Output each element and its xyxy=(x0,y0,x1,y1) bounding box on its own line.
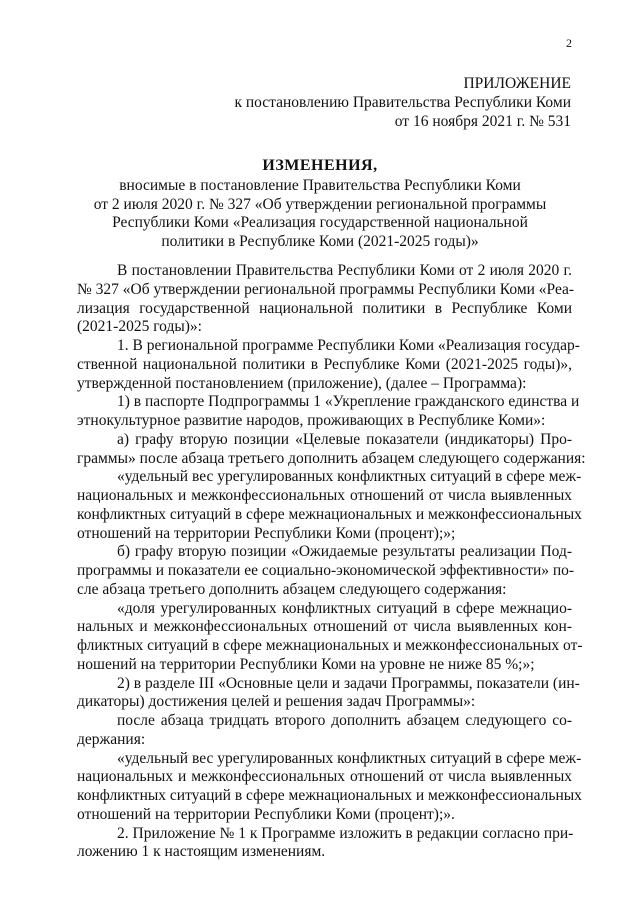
body-line: программы и показатели ее социально-экономической эффективности» по- xyxy=(77,562,575,579)
body-line: держания: xyxy=(77,730,146,748)
body-line: 2. Приложение № 1 к Программе изложить в редакции согласно при- xyxy=(117,824,574,842)
appendix-reference: к постановлению Правительства Республики Коми xyxy=(234,94,571,111)
body-line: после абзаца тридцать второго дополнить абзацем следующего со- xyxy=(117,712,572,729)
body-line: лизация государственной национальной политики в Республике Коми xyxy=(77,299,572,317)
body-line: ственной национальной политики в Республике Коми (2021-2025 годы)», xyxy=(77,355,572,373)
appendix-header xyxy=(191,74,571,131)
body-line: граммы» после абзаца третьего дополнить абзацем следующего содержания: xyxy=(77,449,586,467)
body-line: 1. В региональной программе Республики Коми «Реализация государ- xyxy=(117,337,580,354)
appendix-date-number: от 16 ноября 2021 г. № 531 xyxy=(394,113,571,130)
subtitle-line: политики в Республике Коми (2021-2025 годы)» xyxy=(161,232,479,250)
body-line: отношений на территории Республики Коми (процент);»; xyxy=(77,524,456,542)
body-line: национальных и межконфессиональных отношений от числа выявленных xyxy=(77,487,572,504)
page-number: 2 xyxy=(566,36,572,50)
body-line: 2) в разделе III «Основные цели и задачи Программы, показатели (ин- xyxy=(117,674,580,692)
body-line: б) графу вторую позиции «Ожидаемые результаты реализации Под- xyxy=(117,543,572,561)
body-line: (2021-2025 годы)»: xyxy=(77,318,202,336)
body-line: этнокультурное развитие народов, проживающих в Республике Коми»: xyxy=(77,412,546,429)
body-line: «удельный вес урегулированных конфликтных ситуаций в сфере меж- xyxy=(117,749,582,767)
body-line: № 327 «Об утверждении региональной программы Республики Коми «Реа- xyxy=(77,280,575,298)
body-line: конфликтных ситуаций в сфере межнациональных и межконфессиональных xyxy=(77,505,582,523)
body-line: утвержденной постановлением (приложение), (далее – Программа): xyxy=(77,374,527,392)
body-line: конфликтных ситуаций в сфере межнациональных и межконфессиональных xyxy=(77,787,582,804)
body-line: «удельный вес урегулированных конфликтных ситуаций в сфере меж- xyxy=(117,468,582,486)
body-line: а) графу вторую позиции «Целевые показатели (индикаторы) Про- xyxy=(117,430,572,448)
body-line: нальных и межконфессиональных отношений от числа выявленных кон- xyxy=(77,618,572,636)
document-title: ИЗМЕНЕНИЯ, xyxy=(262,157,378,174)
subtitle-line: Республики Коми «Реализация государственной национальной xyxy=(112,214,528,232)
document-body xyxy=(77,262,586,862)
body-line: национальных и межконфессиональных отношений от числа выявленных xyxy=(77,768,572,786)
body-line: отношений на территории Республики Коми (процент);». xyxy=(77,805,455,823)
body-line: дикаторы) достижения целей и решения задач Программы»: xyxy=(77,693,476,711)
document-subtitle xyxy=(60,177,580,251)
body-line: В постановлении Правительства Республики Коми от 2 июля 2020 г. xyxy=(117,262,572,279)
body-line: фликтных ситуаций в сфере межнациональных и межконфессиональных от- xyxy=(77,637,583,654)
appendix-title: ПРИЛОЖЕНИЕ xyxy=(463,75,571,92)
body-line: ложению 1 к настоящим изменениям. xyxy=(77,843,326,861)
subtitle-line: вносимые в постановление Правительства Республики Коми xyxy=(119,177,521,194)
body-line: ношений на территории Республики Коми на уровне не ниже 85 %;»; xyxy=(77,655,535,673)
body-line: 1) в паспорте Подпрограммы 1 «Укрепление гражданского единства и xyxy=(117,393,580,411)
body-line: «доля урегулированных конфликтных ситуаций в сфере межнацио- xyxy=(117,599,572,617)
subtitle-line: от 2 июля 2020 г. № 327 «Об утверждении региональной программы xyxy=(93,195,547,213)
body-line: сле абзаца третьего дополнить абзацем следующего содержания: xyxy=(77,580,507,598)
